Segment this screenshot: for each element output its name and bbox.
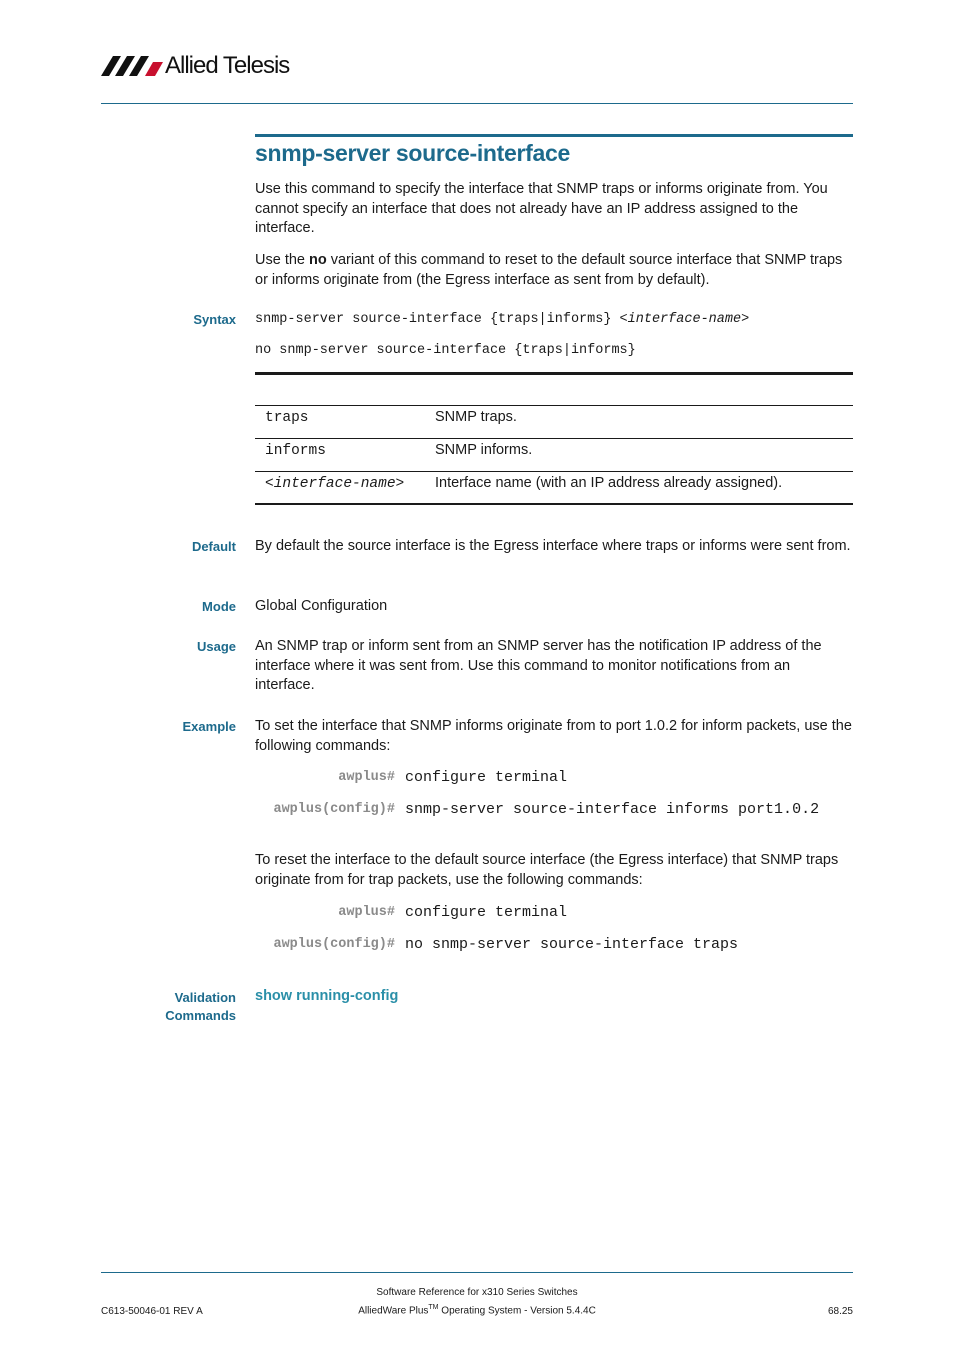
allied-telesis-logo: [101, 52, 301, 80]
syntax-label: Syntax: [193, 312, 236, 327]
usage-label: Usage: [196, 639, 236, 654]
cli-command: configure terminal: [405, 904, 568, 921]
logo-mark-icon: [101, 54, 163, 78]
mode-label: Mode: [202, 599, 236, 614]
cli-prompt: awplus#: [338, 905, 395, 920]
usage-text: An SNMP trap or inform sent from an SNMP server has the notification IP address of the interface where it was sent from. Use this command to monitor notifications from an interface.: [255, 638, 822, 693]
validation-label: Validation Commands: [165, 990, 236, 1023]
syntax-line-2: no snmp-server source-interface {traps|informs}: [255, 343, 636, 358]
footer-doc-id: C613-50046-01 REV A: [101, 1306, 203, 1317]
table-bottom-rule: [255, 503, 853, 505]
intro-paragraph-2: Use the no variant of this command to reset to the default source interface that SNMP traps or informs originate from (the Egress interface as sent from by default).: [255, 252, 843, 288]
footer-rule: [101, 1272, 853, 1273]
table-row-rule: [255, 438, 853, 439]
mode-text: Global Configuration: [255, 598, 388, 614]
cli-prompt: awplus(config)#: [273, 802, 395, 817]
cli-command: snmp-server source-interface informs port1.0.2: [405, 801, 820, 818]
cli-prompt: awplus#: [338, 770, 395, 785]
page-title: snmp-server source-interface: [255, 140, 571, 166]
cli-prompt: awplus(config)#: [273, 937, 395, 952]
default-text: By default the source interface is the Egress interface where traps or informs were sent from.: [255, 538, 851, 554]
table-top-rule: [255, 372, 853, 375]
show-running-config-link[interactable]: show running-config: [255, 988, 399, 1004]
example-label: Example: [182, 719, 236, 734]
param-traps-desc: SNMP traps.: [435, 409, 517, 425]
cli-command: configure terminal: [405, 769, 568, 786]
param-informs: informs: [265, 443, 326, 459]
example-text-2: To reset the interface to the default source interface (the Egress interface) that SNMP traps originate from for trap packets, use the following commands:: [255, 852, 839, 888]
syntax-line-1: snmp-server source-interface {traps|informs} <interface-name>: [255, 312, 750, 327]
footer-center-line-2: AlliedWare Plus™ Operating System - Version 5.4.4C: [358, 1304, 596, 1317]
param-interface-name: <interface-name>: [265, 476, 405, 492]
cli-command: no snmp-server source-interface traps: [405, 936, 739, 953]
footer-center-line-1: Software Reference for x310 Series Switches: [376, 1287, 578, 1298]
default-label: Default: [191, 539, 236, 554]
table-row-rule: [255, 471, 853, 472]
footer-page-number: 68.25: [827, 1306, 853, 1317]
header-rule: [101, 103, 853, 104]
logo-text: Allied Telesis: [165, 52, 290, 79]
table-header-rule: [255, 405, 853, 406]
title-rule: [255, 134, 853, 137]
param-interface-name-desc: Interface name (with an IP address already assigned).: [435, 475, 783, 491]
param-informs-desc: SNMP informs.: [435, 442, 533, 458]
param-traps: traps: [265, 410, 309, 426]
intro-paragraph-1: Use this command to specify the interface that SNMP traps or informs originate from. You cannot specify an interface that does not already have an IP address assigned to the interface.: [255, 181, 828, 236]
example-text-1: To set the interface that SNMP informs originate from to port 1.0.2 for inform packets, use the following commands:: [255, 718, 852, 754]
